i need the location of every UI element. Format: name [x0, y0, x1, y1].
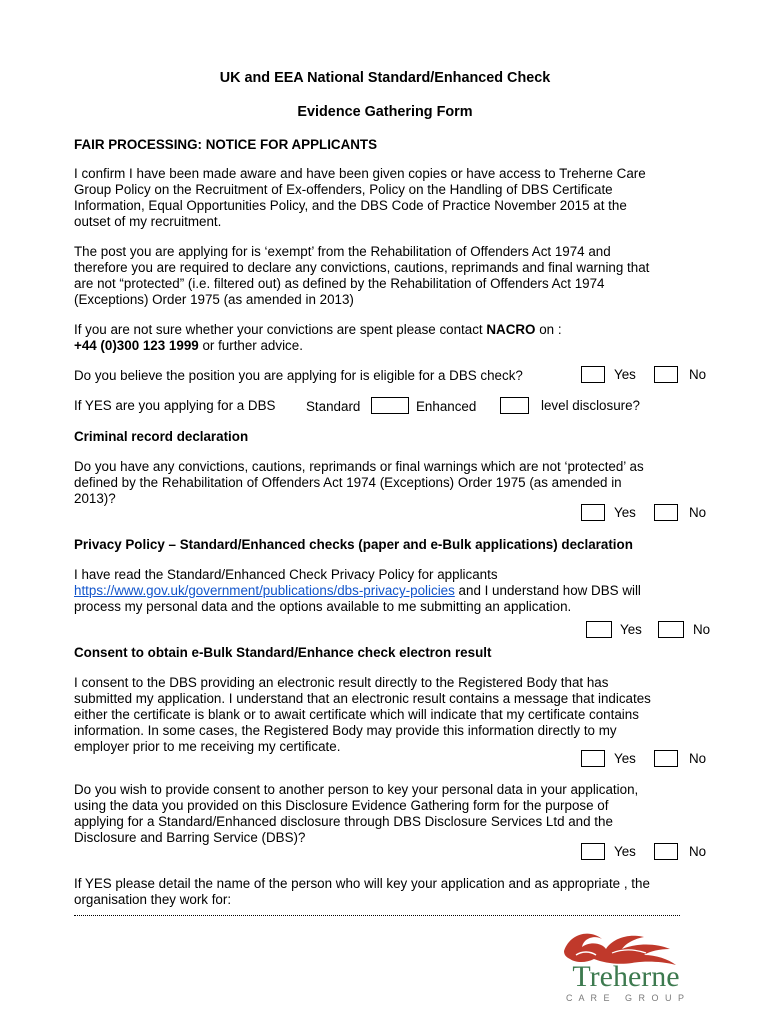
no-label: No — [689, 367, 707, 382]
fair-p2-line: The post you are applying for is ‘exempt’ from the Rehabilitation of Offenders Act 1974 and — [74, 244, 611, 259]
no-label: No — [689, 505, 707, 520]
third-party-line: Disclosure and Barring Service (DBS)? — [74, 830, 306, 845]
level-suffix: level disclosure? — [541, 398, 640, 413]
consent-heading: Consent to obtain e-Bulk Standard/Enhance check electron result — [74, 645, 492, 660]
privacy-line: process my personal data and the options available to me submitting an application. — [74, 599, 572, 614]
nacro-name: NACRO — [486, 322, 536, 337]
level-question: If YES are you applying for a DBS — [74, 398, 276, 413]
consent-no-checkbox[interactable] — [654, 750, 678, 767]
privacy-no-checkbox[interactable] — [658, 621, 684, 638]
third-party-no-checkbox[interactable] — [654, 843, 678, 860]
privacy-line: I have read the Standard/Enhanced Check Privacy Policy for applicants — [74, 567, 498, 582]
yes-label: Yes — [614, 751, 636, 766]
privacy-link-line: https://www.gov.uk/government/publications/dbs-privacy-policies and I understand how DBS will — [74, 583, 641, 598]
consent-yes-checkbox[interactable] — [581, 750, 605, 767]
eligible-question: Do you believe the position you are applying for is eligible for a DBS check? — [74, 368, 523, 383]
privacy-policy-link[interactable]: https://www.gov.uk/government/publications/dbs-privacy-policies — [74, 583, 455, 598]
criminal-no-checkbox[interactable] — [654, 504, 678, 521]
privacy-heading: Privacy Policy – Standard/Enhanced checks (paper and e-Bulk applications) declaration — [74, 537, 633, 552]
fair-p2-line: therefore you are required to declare any convictions, cautions, reprimands and final warning that — [74, 260, 650, 275]
treherne-logo — [556, 925, 696, 1005]
yes-label: Yes — [614, 367, 636, 382]
criminal-line: 2013)? — [74, 491, 116, 506]
privacy-yes-checkbox[interactable] — [586, 621, 612, 638]
standard-label: Standard — [306, 399, 361, 414]
nacro-contact-line: If you are not sure whether your convictions are spent please contact NACRO on : — [74, 322, 562, 337]
fair-processing-heading: FAIR PROCESSING: NOTICE FOR APPLICANTS — [74, 137, 378, 152]
nacro-phone-line: +44 (0)300 123 1999 or further advice. — [74, 338, 303, 353]
yes-label: Yes — [620, 622, 642, 637]
detail-line: organisation they work for: — [74, 892, 232, 907]
logo-tagline: C A R E G R O U P — [565, 993, 687, 1003]
detail-answer-line[interactable] — [74, 915, 680, 916]
fair-p2-line: (Exceptions) Order 1975 (as amended in 2013) — [74, 292, 354, 307]
consent-line: either the certificate is blank or to await certificate which will indicate that my certificate contains — [74, 707, 639, 722]
consent-line: I consent to the DBS providing an electronic result directly to the Registered Body that has — [74, 675, 609, 690]
third-party-yes-checkbox[interactable] — [581, 843, 605, 860]
consent-line: employer prior to me receiving my certificate. — [74, 739, 341, 754]
third-party-line: applying for a Standard/Enhanced disclosure through DBS Disclosure Services Ltd and the — [74, 814, 613, 829]
fair-p2-line: are not “protected” (i.e. filtered out) as defined by the Rehabilitation of Offenders Act 1974 — [74, 276, 605, 291]
third-party-line: using the data you provided on this Disclosure Evidence Gathering form for the purpose of — [74, 798, 609, 813]
standard-checkbox[interactable] — [371, 397, 409, 414]
fair-p1-line: I confirm I have been made aware and have been given copies or have access to Treherne Care — [74, 166, 646, 181]
form-subtitle: Evidence Gathering Form — [297, 104, 473, 120]
criminal-yes-checkbox[interactable] — [581, 504, 605, 521]
no-label: No — [689, 751, 707, 766]
fair-p1-line: Information, Equal Opportunities Policy, and the DBS Code of Practice November 2015 at the — [74, 198, 627, 213]
enhanced-label: Enhanced — [416, 399, 477, 414]
criminal-line: defined by the Rehabilitation of Offenders Act 1974 (Exceptions) Order 1975 (as amended in — [74, 475, 622, 490]
no-label: No — [693, 622, 711, 637]
consent-line: information. In some cases, the Registered Body may provide this information directly to my — [74, 723, 617, 738]
nacro-phone: +44 (0)300 123 1999 — [74, 338, 199, 353]
eligible-no-checkbox[interactable] — [654, 366, 678, 383]
enhanced-checkbox[interactable] — [500, 397, 529, 414]
no-label: No — [689, 844, 707, 859]
yes-label: Yes — [614, 505, 636, 520]
criminal-line: Do you have any convictions, cautions, reprimands or final warnings which are not ‘protected’ as — [74, 459, 644, 474]
fair-p1-line: outset of my recruitment. — [74, 214, 222, 229]
detail-line: If YES please detail the name of the person who will key your application and as appropriate , the — [74, 876, 650, 891]
yes-label: Yes — [614, 844, 636, 859]
consent-line: submitted my application. I understand that an electronic result contains a message that indicates — [74, 691, 651, 706]
form-title: UK and EEA National Standard/Enhanced Check — [219, 70, 551, 86]
third-party-line: Do you wish to provide consent to another person to key your personal data in your application, — [74, 782, 639, 797]
logo-wordmark: Treherne — [572, 960, 680, 993]
eligible-yes-checkbox[interactable] — [581, 366, 605, 383]
fair-p1-line: Group Policy on the Recruitment of Ex-offenders, Policy on the Handling of DBS Certificate — [74, 182, 613, 197]
criminal-heading: Criminal record declaration — [74, 429, 249, 444]
